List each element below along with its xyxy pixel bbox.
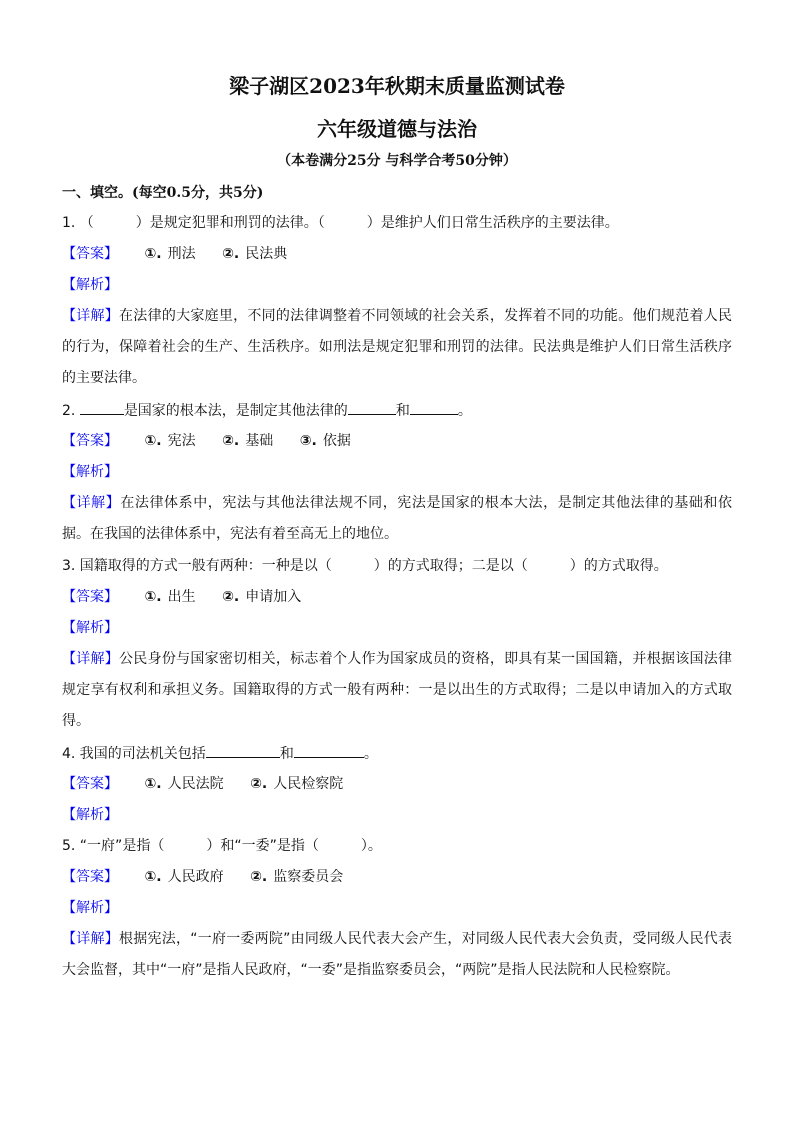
blank-line <box>206 743 280 758</box>
answer-label: 【答案】 <box>62 433 118 449</box>
answer-item: ②. 人民检察院 <box>250 776 344 792</box>
answer-item: ③. 依据 <box>299 433 351 449</box>
answer-item: ①. 出生 <box>144 589 196 605</box>
answer-label: 【答案】 <box>62 776 118 792</box>
question-3-stem: 3. 国籍取得的方式一般有两种：一种是以（ ）的方式取得；二是以（ ）的方式取得。 <box>62 558 668 574</box>
question-1-analysis <box>62 275 732 295</box>
blank-line <box>410 400 458 415</box>
answer-item: ②. 申请加入 <box>222 589 302 605</box>
exam-title: 梁子湖区2023年秋期末质量监测试卷 <box>229 74 565 98</box>
answer-item: ②. 民法典 <box>222 246 288 262</box>
blank-line <box>294 743 364 758</box>
answer-label: 【答案】 <box>62 589 118 605</box>
question-5-answer <box>62 867 732 887</box>
detail-label: 【详解】 <box>62 931 119 947</box>
question-1-answer <box>62 244 732 264</box>
answer-item: ②. 监察委员会 <box>250 869 344 885</box>
exam-note: （本卷满分25分 与科学合考50分钟） <box>277 153 517 169</box>
blank-line <box>80 400 124 415</box>
detail-text: 在法律体系中，宪法与其他法律法规不同，宪法是国家的根本大法，是制定其他法律的基础和依据。在我国的法律体系中，宪法有着至高无上的地位。 <box>62 495 732 542</box>
analysis-label: 【解析】 <box>62 807 118 823</box>
question-5-detail <box>62 924 732 986</box>
question-1-detail <box>62 301 732 394</box>
question-3-analysis <box>62 618 732 638</box>
analysis-label: 【解析】 <box>62 464 118 480</box>
question-4-stem: 4. 我国的司法机关包括 和 。 <box>62 743 732 764</box>
blank-line <box>348 400 396 415</box>
analysis-label: 【解析】 <box>62 620 118 636</box>
answer-item: ①. 宪法 <box>144 433 196 449</box>
question-5-analysis <box>62 898 732 918</box>
detail-text: 根据宪法，“一府一委两院”由同级人民代表大会产生，对同级人民代表大会负责，受同级人民代表大会监督，其中“一府”是指人民政府，“一委”是指监察委员会，“两院”是指人民法院和人民检察院。 <box>62 931 732 978</box>
question-2-analysis <box>62 462 732 482</box>
answer-item: ①. 人民法院 <box>144 776 224 792</box>
question-3-detail <box>62 644 732 737</box>
question-2-answer <box>62 431 732 451</box>
question-5-stem: 5. “一府”是指（ ）和“一委”是指（ ）。 <box>62 838 382 854</box>
detail-text: 公民身份与国家密切相关，标志着个人作为国家成员的资格，即具有某一国国籍，并根据该国法律规定享有权利和承担义务。国籍取得的方式一般有两种：一是以出生的方式取得；二是以申请加入的方式取得。 <box>62 651 733 729</box>
question-2-detail <box>62 488 732 550</box>
question-2-stem: 2. 是国家的根本法，是制定其他法律的 和 。 <box>62 400 732 421</box>
exam-subtitle: 六年级道德与法治 <box>317 117 477 141</box>
detail-label: 【详解】 <box>62 651 120 667</box>
answer-label: 【答案】 <box>62 869 118 885</box>
detail-text: 在法律的大家庭里，不同的法律调整着不同领域的社会关系，发挥着不同的功能。他们规范着人民的行为，保障着社会的生产、生活秩序。如刑法是规定犯罪和刑罚的法律。民法典是维护人们日常生活秩序的主要法律。 <box>62 308 733 386</box>
question-4-analysis <box>62 805 732 825</box>
question-1-stem: 1. （ ）是规定犯罪和刑罚的法律。（ ）是维护人们日常生活秩序的主要法律。 <box>62 215 619 231</box>
answer-item: ①. 刑法 <box>144 246 196 262</box>
analysis-label: 【解析】 <box>62 277 118 293</box>
detail-label: 【详解】 <box>62 495 121 511</box>
question-4-answer <box>62 774 732 794</box>
detail-label: 【详解】 <box>62 308 120 324</box>
answer-item: ②. 基础 <box>222 433 274 449</box>
analysis-label: 【解析】 <box>62 900 118 916</box>
section-heading: 一、填空。(每空0.5分，共5分) <box>62 185 264 201</box>
answer-item: ①. 人民政府 <box>144 869 224 885</box>
question-3-answer <box>62 587 732 607</box>
answer-label: 【答案】 <box>62 246 118 262</box>
